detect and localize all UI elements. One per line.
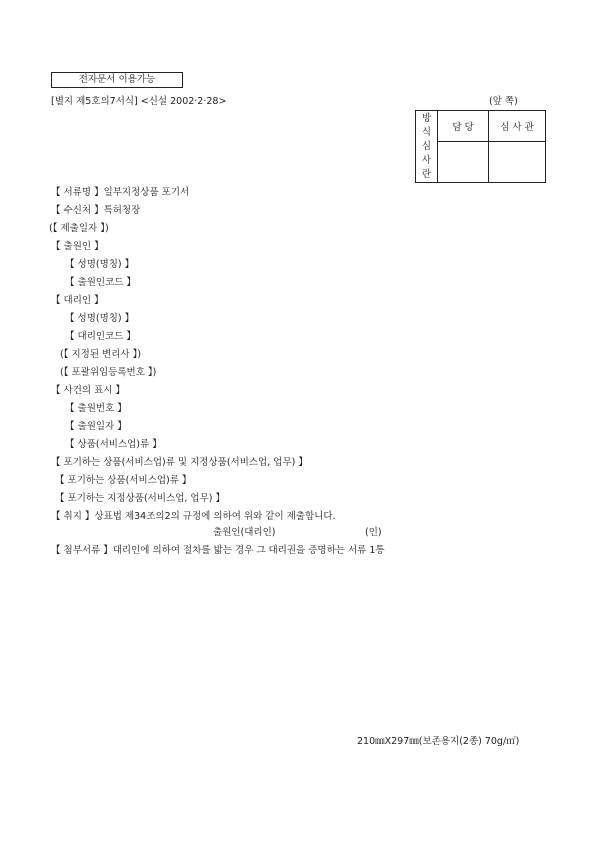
field-abandoned-goods: 【 포기하는 상품(서비스업)류 및 지정상품(서비스업, 업무) 】: [51, 457, 308, 468]
side-char: 심: [421, 140, 432, 152]
field-agent-name: 【 성명(명칭) 】: [65, 313, 135, 324]
side-char: 사: [421, 154, 432, 166]
field-agent: 【 대리인 】: [51, 295, 104, 306]
side-char: 방: [421, 112, 432, 124]
field-applicant-name: 【 성명(명칭) 】: [65, 259, 135, 270]
approval-cell-examiner: [489, 142, 546, 183]
field-submission-date: (【 제출일자 】): [49, 223, 109, 234]
electronic-document-box: 전자문서 이용가능: [51, 72, 183, 88]
field-application-date: 【 출원일자 】: [65, 421, 127, 432]
field-abandoned-class: 【 포기하는 상품(서비스업)류 】: [55, 475, 192, 486]
field-general-power-number: (【 포괄위임등록번호 】): [60, 367, 157, 378]
side-char: 란: [421, 168, 432, 180]
field-agent-code: 【 대리인코드 】: [65, 331, 136, 342]
form-identifier: [별지 제5호의7서식] <신설 2002·2·28>: [51, 96, 227, 107]
approval-col-examiner: 심 사 관: [489, 111, 546, 142]
field-abandoned-designated-goods: 【 포기하는 지정상품(서비스업, 업무) 】: [55, 493, 225, 504]
field-case-indication: 【 사건의 표시 】: [51, 385, 125, 396]
side-char: 식: [421, 126, 432, 138]
field-document-name: 【 서류명 】일부지정상품 포기서: [51, 187, 190, 198]
field-designated-attorney: (【 지정된 변리사 】): [60, 349, 142, 360]
seal-mark: (인): [365, 527, 382, 538]
approval-table: [415, 110, 546, 183]
field-purpose: 【 취지 】상표법 제34조의2의 규정에 의하여 위와 같이 제출합니다.: [51, 511, 336, 522]
field-applicant: 【 출원인 】: [51, 241, 104, 252]
field-applicant-code: 【 출원인코드 】: [65, 277, 136, 288]
page-side-label: (앞 쪽): [489, 96, 518, 107]
field-goods-class: 【 상품(서비스업)류 】: [65, 439, 162, 450]
approval-side-label: [416, 111, 438, 183]
field-attachments: 【 첨부서류 】대리인에 의하여 절차를 밟는 경우 그 대리권을 증명하는 서류 1통: [51, 545, 385, 556]
approval-cell-staff: [438, 142, 489, 183]
paper-spec-footer: 210㎜X297㎜(보존용지(2종) 70g/㎡): [357, 736, 520, 747]
approval-col-staff: 담 당: [438, 111, 489, 142]
signature-applicant: 출원인(대리인): [213, 527, 276, 538]
field-application-number: 【 출원번호 】: [65, 403, 127, 414]
field-recipient: 【 수신처 】특허청장: [51, 205, 141, 216]
